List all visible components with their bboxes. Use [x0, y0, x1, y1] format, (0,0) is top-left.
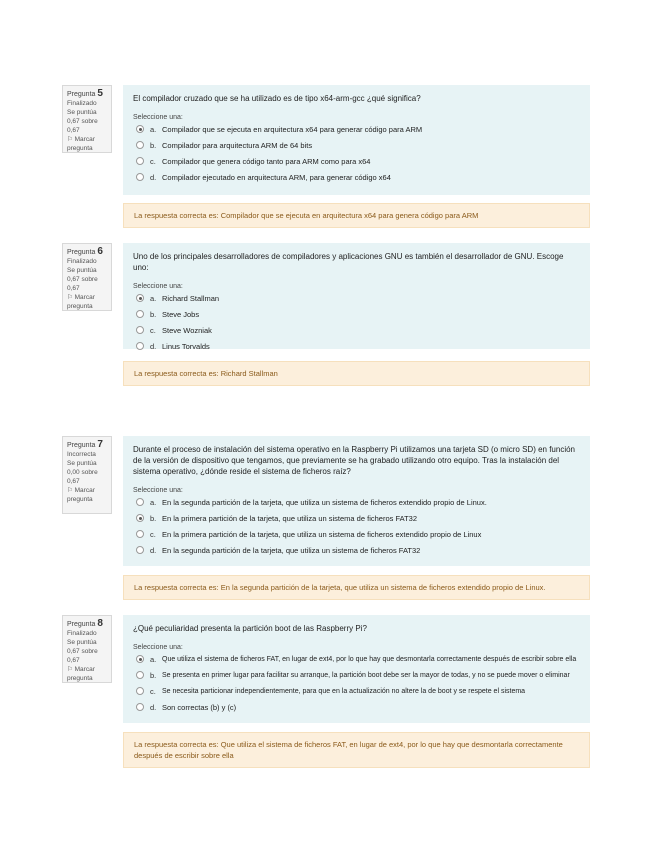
- answer-option[interactable]: c. En la primera partición de la tarjeta, que utiliza un sistema de ficheros extendido propio de Linux: [133, 526, 580, 542]
- radio-button[interactable]: [136, 546, 144, 554]
- question-status: Incorrecta: [67, 451, 96, 458]
- answer-option[interactable]: c. Se necesita particionar independientemente, para que en la actualización no altere la de boot y se respete el sistema: [133, 683, 580, 699]
- flag-question-link[interactable]: ⚐ Marcar pregunta: [67, 136, 95, 152]
- answer-prompt: Seleccione una:: [133, 644, 183, 651]
- radio-button[interactable]: [136, 157, 144, 165]
- answer-option[interactable]: d. Linus Torvalds: [133, 338, 580, 354]
- answer-option[interactable]: a. Richard Stallman: [133, 290, 580, 306]
- answer-prompt: Seleccione una:: [133, 283, 183, 290]
- flag-icon: ⚐: [67, 136, 73, 143]
- flag-icon: ⚐: [67, 487, 73, 494]
- feedback-box: La respuesta correcta es: Compilador que se ejecuta en arquitectura x64 para genera código para ARM: [123, 203, 590, 228]
- question-points: Se puntúa 0,67 sobre 0,67: [67, 267, 98, 292]
- radio-button[interactable]: [136, 294, 144, 302]
- question-content: [123, 436, 590, 566]
- radio-button[interactable]: [136, 687, 144, 695]
- question-content: [123, 243, 590, 349]
- radio-button[interactable]: [136, 326, 144, 334]
- answer-option[interactable]: d. En la segunda partición de la tarjeta, que utiliza un sistema de ficheros FAT32: [133, 542, 580, 558]
- question-content: [123, 615, 590, 723]
- answer-option[interactable]: b. Compilador para arquitectura ARM de 64 bits: [133, 137, 580, 153]
- radio-button[interactable]: [136, 514, 144, 522]
- radio-button[interactable]: [136, 173, 144, 181]
- radio-button[interactable]: [136, 310, 144, 318]
- question-status: Finalizado: [67, 630, 97, 637]
- radio-button[interactable]: [136, 125, 144, 133]
- radio-button[interactable]: [136, 703, 144, 711]
- question-text: Durante el proceso de instalación del sistema operativo en la Raspberry Pi utilizamos una tarjeta SD (o micro SD) en función de la versión de dispositivo que tengamos, que previamente se ha grabado utilizando otro equipo. Tras la instalación del sistema operativo, ¿dónde reside el sistema de ficheros raíz?: [133, 445, 575, 476]
- answer-option[interactable]: a. Que utiliza el sistema de ficheros FAT, en lugar de ext4, por lo que hay que desmontarla correctamente después de escribir sobre ella: [133, 651, 580, 667]
- radio-button[interactable]: [136, 498, 144, 506]
- question-status: Finalizado: [67, 100, 97, 107]
- flag-icon: ⚐: [67, 294, 73, 301]
- answer-option[interactable]: d. Compilador ejecutado en arquitectura ARM, para generar código x64: [133, 169, 580, 185]
- radio-button[interactable]: [136, 141, 144, 149]
- question-info: [62, 615, 112, 683]
- radio-button[interactable]: [136, 342, 144, 350]
- question-info: [62, 436, 112, 514]
- answer-option[interactable]: d. Son correctas (b) y (c): [133, 699, 580, 715]
- question-number: Pregunta 5: [67, 88, 103, 99]
- feedback-box: La respuesta correcta es: En la segunda partición de la tarjeta, que utiliza un sistema de ficheros extendido propio de Linux.: [123, 575, 590, 600]
- flag-question-link[interactable]: ⚐ Marcar pregunta: [67, 666, 95, 682]
- question-number: Pregunta 7: [67, 439, 103, 450]
- flag-question-link[interactable]: ⚐ Marcar pregunta: [67, 294, 95, 310]
- radio-button[interactable]: [136, 530, 144, 538]
- question-info: [62, 85, 112, 153]
- question-number: Pregunta 8: [67, 618, 103, 629]
- answer-option[interactable]: a. Compilador que se ejecuta en arquitectura x64 para generar código para ARM: [133, 121, 580, 137]
- question-points: Se puntúa 0,00 sobre 0,67: [67, 460, 98, 485]
- answer-option[interactable]: c. Compilador que genera código tanto para ARM como para x64: [133, 153, 580, 169]
- answer-option[interactable]: b. Se presenta en primer lugar para facilitar su arranque, la partición boot debe ser la mayor de todas, y no se puede mover o eliminar: [133, 667, 580, 683]
- answer-option[interactable]: a. En la segunda partición de la tarjeta, que utiliza un sistema de ficheros extendido propio de Linux.: [133, 494, 580, 510]
- question-points: Se puntúa 0,67 sobre 0,67: [67, 109, 98, 134]
- question-text: ¿Qué peculiaridad presenta la partición boot de las Raspberry Pi?: [133, 624, 367, 633]
- answer-option[interactable]: b. Steve Jobs: [133, 306, 580, 322]
- radio-button[interactable]: [136, 655, 144, 663]
- feedback-box: La respuesta correcta es: Richard Stallman: [123, 361, 590, 386]
- flag-question-link[interactable]: ⚐ Marcar pregunta: [67, 487, 95, 503]
- answer-prompt: Seleccione una:: [133, 114, 183, 121]
- answer-option[interactable]: c. Steve Wozniak: [133, 322, 580, 338]
- question-points: Se puntúa 0,67 sobre 0,67: [67, 639, 98, 664]
- question-info: [62, 243, 112, 311]
- feedback-box: La respuesta correcta es: Que utiliza el sistema de ficheros FAT, en lugar de ext4, por lo que hay que desmontarla correctamente después de escribir sobre ella: [123, 732, 590, 768]
- flag-icon: ⚐: [67, 666, 73, 673]
- question-text: El compilador cruzado que se ha utilizado es de tipo x64-arm-gcc ¿qué significa?: [133, 94, 421, 103]
- answer-prompt: Seleccione una:: [133, 487, 183, 494]
- question-number: Pregunta 6: [67, 246, 103, 257]
- question-text: Uno de los principales desarrolladores de compiladores y aplicaciones GNU es también el desarrollador de GNU. Escoge uno:: [133, 252, 564, 272]
- question-content: [123, 85, 590, 195]
- question-status: Finalizado: [67, 258, 97, 265]
- radio-button[interactable]: [136, 671, 144, 679]
- answer-option[interactable]: b. En la primera partición de la tarjeta, que utiliza un sistema de ficheros FAT32: [133, 510, 580, 526]
